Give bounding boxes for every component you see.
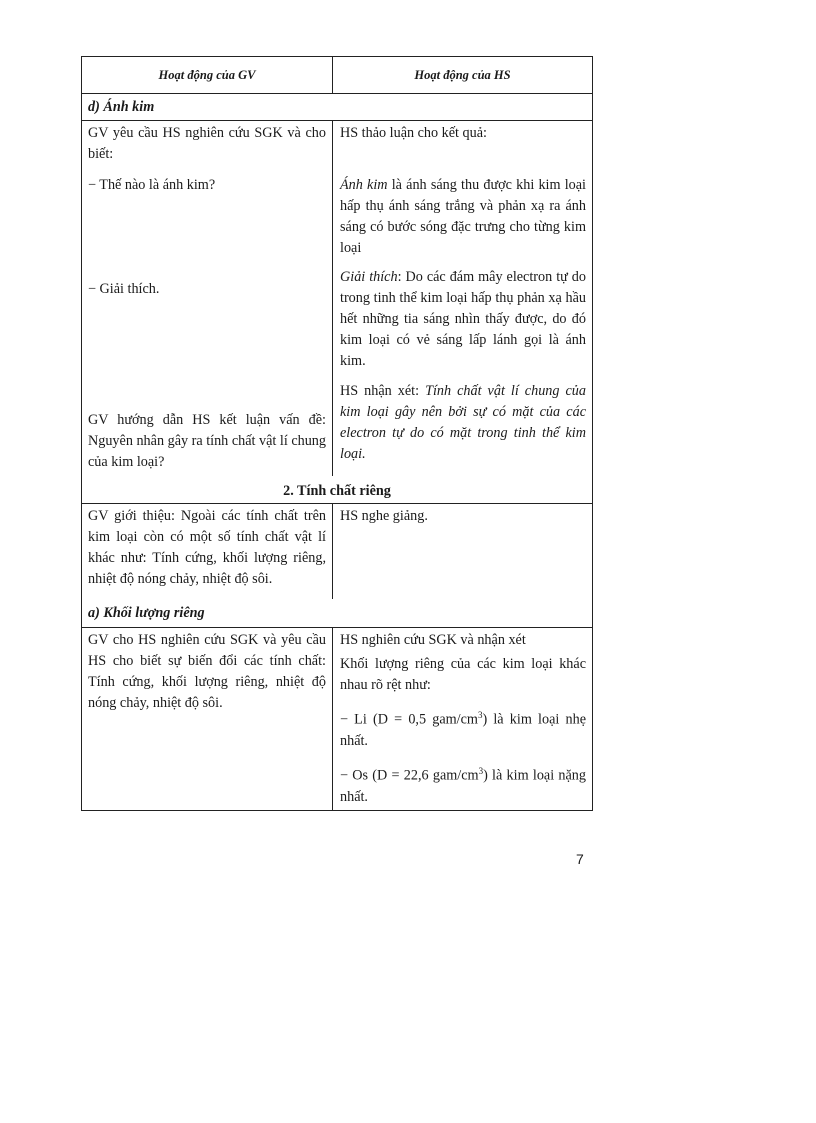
hs-lithium — [340, 705, 586, 752]
gv-explain-prompt: − Giải thích. — [88, 281, 160, 297]
header-student-activity: Hoạt động của HS — [414, 68, 511, 82]
section-title-density: a) Khối lượng riêng — [88, 605, 205, 621]
term-explanation: Giải thích — [340, 269, 398, 285]
lithium-sup: 3 — [477, 710, 483, 720]
section-title-specific-properties: 2. Tính chất riêng — [283, 483, 391, 499]
column-divider — [332, 628, 333, 810]
column-divider — [332, 121, 333, 476]
gv-luster-intro: GV yêu cầu HS nghiên cứu SGK và cho biết: — [88, 125, 326, 162]
page-number: 7 — [576, 851, 584, 867]
explanation-text: : Do các đám mây electron tự do trong tinh thể kim loại hấp thụ phản xạ hầu hết những tia sáng nhìn thấy được, do đó kim loại có vẻ sáng lấp lánh gọi là ánh kim. — [340, 269, 586, 369]
lithium-text: − Li (D = 0,5 gam/cm — [340, 711, 478, 728]
lithium-text-end: ) là kim loại nhẹ nhất. — [340, 711, 586, 749]
osmium-text: − Os (D = 22,6 gam/cm — [340, 767, 479, 784]
column-divider — [332, 504, 333, 599]
term-luster: Ánh kim — [340, 177, 388, 193]
hs-density-study: HS nghiên cứu SGK và nhận xét — [340, 632, 526, 648]
hs-conclusion — [340, 381, 586, 465]
gv-luster-question: − Thế nào là ánh kim? — [88, 177, 216, 193]
definition-text: là ánh sáng thu được khi kim loại hấp thụ ánh sáng trắng và phản xạ ra ánh sáng có bước sóng đặc trưng cho từng kim loại — [340, 177, 586, 256]
gv-conclusion: GV hướng dẫn HS kết luận vấn đề: Nguyên nhân gây ra tính chất vật lí chung của kim loại? — [88, 412, 326, 470]
table-header — [82, 57, 592, 94]
row-divider — [82, 503, 592, 504]
hs-luster-intro: HS thảo luận cho kết quả: — [340, 125, 487, 141]
osmium-text-end: ) là kim loại nặng nhất. — [340, 767, 586, 805]
activity-table — [81, 56, 593, 811]
gv-specific-intro: GV giới thiệu: Ngoài các tính chất trên kim loại còn có một số tính chất vật lí khác như: Tính cứng, khối lượng riêng, nhiệt độ nóng chảy, nhiệt độ sôi. — [88, 508, 326, 587]
hs-luster-definition — [340, 175, 586, 259]
conclusion-lead: HS nhận xét: — [340, 383, 426, 399]
hs-density-note: Khối lượng riêng của các kim loại khác nhau rõ rệt như: — [340, 656, 586, 693]
hs-listen: HS nghe giảng. — [340, 508, 428, 524]
row-divider — [82, 120, 592, 121]
row-divider — [82, 627, 592, 628]
section-title-luster: d) Ánh kim — [88, 99, 155, 115]
osmium-sup: 3 — [478, 766, 484, 776]
conclusion-italic: Tính chất vật lí chung của kim loại gây nên bởi sự có mặt của các electron tự do có mặt trong tinh thể kim loại. — [340, 383, 586, 462]
gv-density-task: GV cho HS nghiên cứu SGK và yêu cầu HS cho biết sự biến đổi các tính chất: Tính cứng, khối lượng riêng, nhiệt độ nóng chảy, nhiệt độ sôi. — [88, 632, 326, 711]
hs-explanation — [340, 267, 586, 372]
hs-osmium — [340, 761, 586, 808]
header-teacher-activity: Hoạt động của GV — [158, 68, 256, 82]
